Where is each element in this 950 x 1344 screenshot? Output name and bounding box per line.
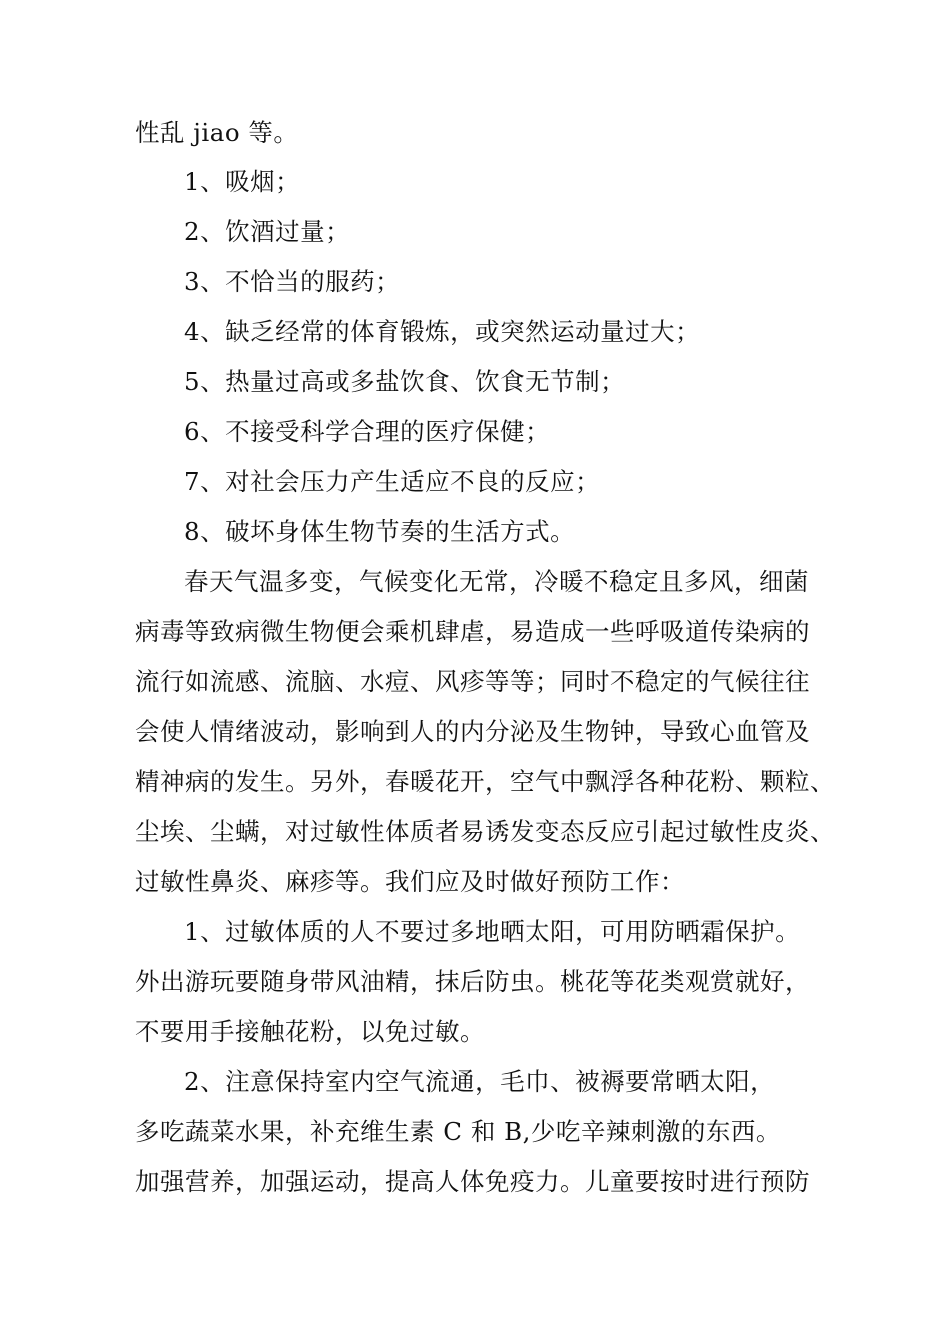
- paragraph-line: 过敏性鼻炎、麻疹等。我们应及时做好预防工作：: [135, 867, 685, 896]
- text-line: 性乱 jiao 等。: [135, 118, 299, 147]
- paragraph-line: 病毒等致病微生物便会乘机肆虐，易造成一些呼吸道传染病的: [135, 617, 810, 646]
- paragraph-line: 春天气温多变，气候变化无常，冷暖不稳定且多风，细菌: [184, 567, 809, 596]
- list-item: 6、不接受科学合理的医疗保健；: [184, 417, 551, 446]
- list-item: 2、饮酒过量；: [184, 217, 351, 246]
- list-item: 5、热量过高或多盐饮食、饮食无节制；: [184, 367, 626, 396]
- paragraph-line: 会使人情绪波动，影响到人的内分泌及生物钟，导致心血管及: [135, 717, 810, 746]
- paragraph-line: 1、过敏体质的人不要过多地晒太阳，可用防晒霜保护。: [184, 917, 801, 946]
- paragraph-line: 精神病的发生。另外，春暖花开，空气中飘浮各种花粉、颗粒、: [135, 767, 835, 796]
- paragraph-line: 流行如流感、流脑、水痘、风疹等等；同时不稳定的气候往往: [135, 667, 810, 696]
- list-item: 1、吸烟；: [184, 167, 301, 196]
- paragraph-line: 尘埃、尘螨，对过敏性体质者易诱发变态反应引起过敏性皮炎、: [135, 817, 835, 846]
- paragraph-line: 2、注意保持室内空气流通，毛巾、被褥要常晒太阳，: [184, 1067, 776, 1096]
- list-item: 4、缺乏经常的体育锻炼，或突然运动量过大；: [184, 317, 701, 346]
- list-item: 3、不恰当的服药；: [184, 267, 401, 296]
- paragraph-line: 不要用手接触花粉，以免过敏。: [135, 1017, 485, 1046]
- list-item: 7、对社会压力产生适应不良的反应；: [184, 467, 601, 496]
- paragraph-line: 外出游玩要随身带风油精，抹后防虫。桃花等花类观赏就好，: [135, 967, 810, 996]
- list-item: 8、破坏身体生物节奏的生活方式。: [184, 517, 576, 546]
- paragraph-line: 多吃蔬菜水果，补充维生素 C 和 B,少吃辛辣刺激的东西。: [135, 1117, 781, 1146]
- paragraph-line: 加强营养，加强运动，提高人体免疫力。儿童要按时进行预防: [135, 1167, 810, 1196]
